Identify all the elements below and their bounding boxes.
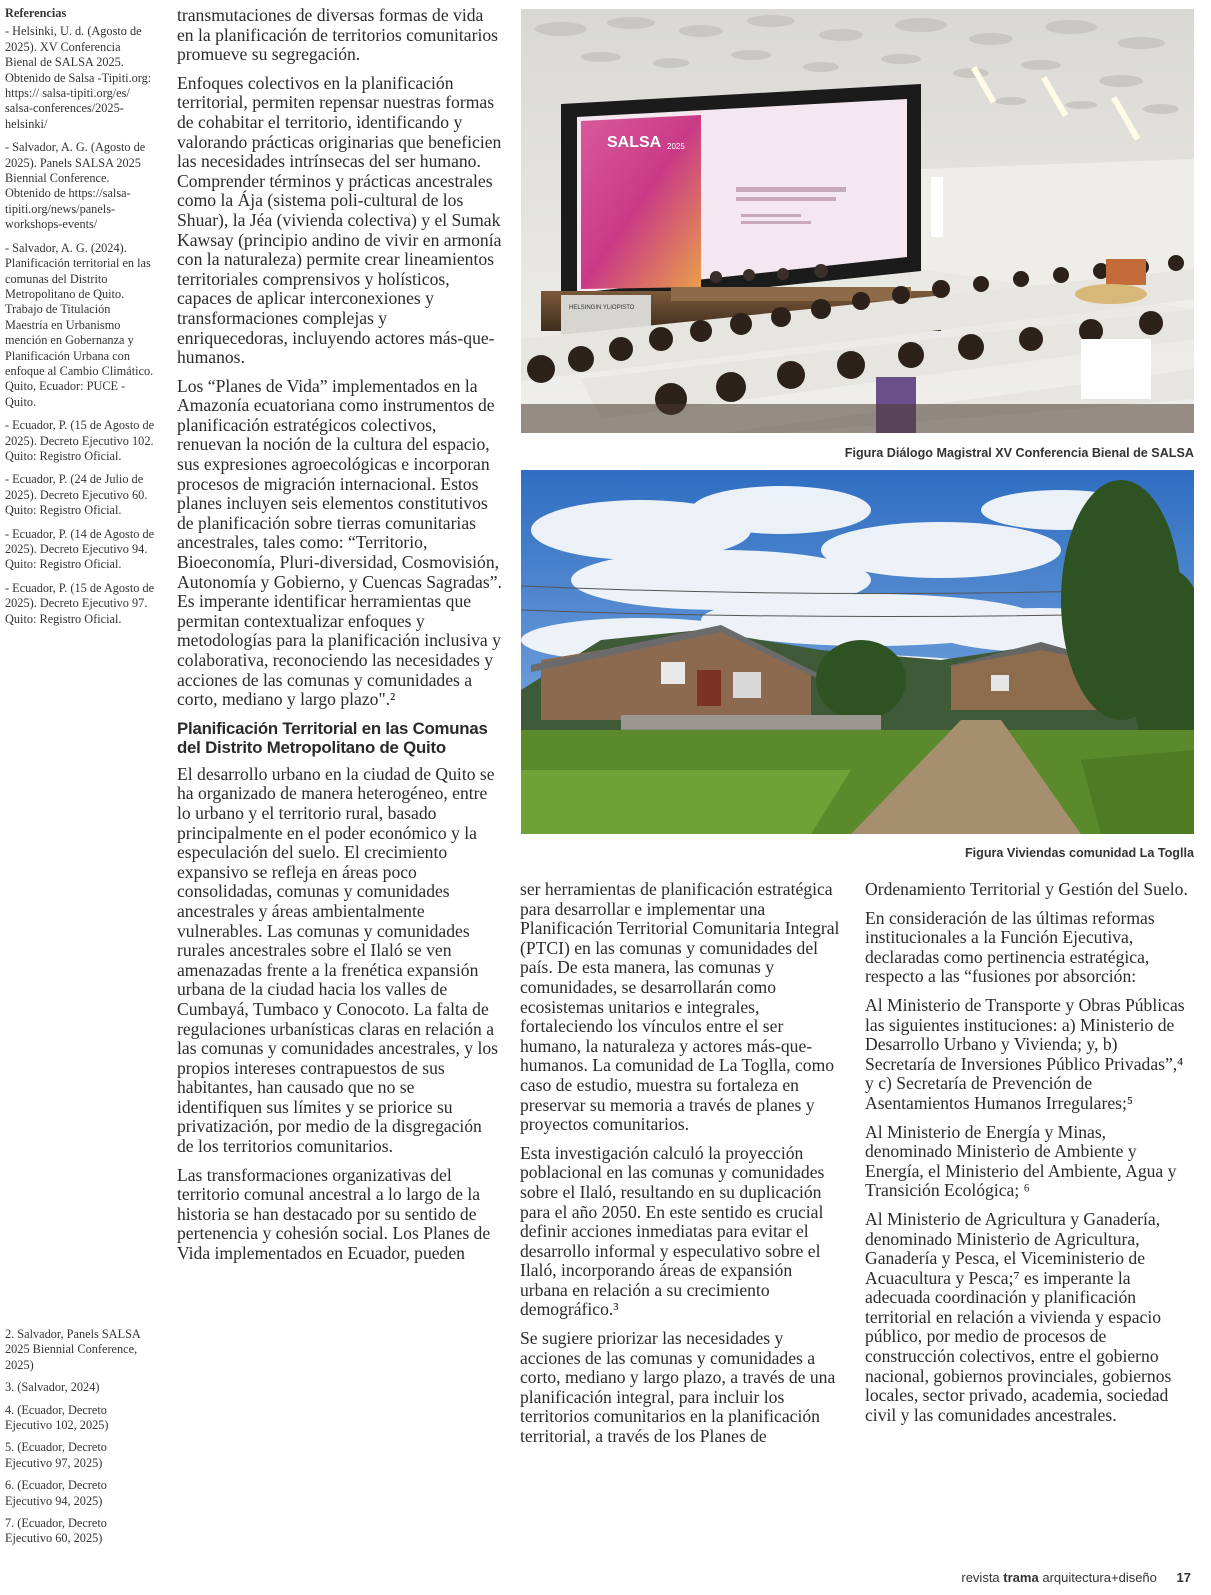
footnote: 6. (Ecuador, Decreto Ejecutivo 94, 2025) <box>5 1478 107 1508</box>
paragraph: Se sugiere priorizar las necesidades y acciones de las comunas y comunidades a corto, mediano y largo plazo, a través de una planificación integral, para incluir los territorios comunitarios en la planificación territorial, a través de los Planes de <box>520 1328 836 1447</box>
screen-title: SALSA <box>607 134 662 151</box>
magazine-name-suffix: arquitectura+diseño <box>1042 1570 1157 1585</box>
paragraph: Al Ministerio de Agricultura y Ganadería, denominado Ministerio de Agricultura, Ganadería y Pesca, el Viceministerio de Acuacultura y Pesca;⁷ es imperante la adecuada coordinación y planificación territorial en relación a vivienda y espacio público, por medio de procesos de construcción colectivos, entre el gobierno nacional, gobiernos provinciales, gobiernos locales, sector privado, academia, sociedad civil y las comunidades ancestrales. <box>865 1208 1172 1425</box>
paragraph: En consideración de las últimas reformas institucionales a la Función Ejecutiva, declaradas como pertinencia estratégica, respecto a las “fusiones por absorción: <box>865 907 1155 987</box>
photo-la-toglla-houses <box>521 470 1194 834</box>
footnote: 4. (Ecuador, Decreto Ejecutivo 102, 2025) <box>5 1402 109 1433</box>
article-column-3 <box>865 880 1190 1434</box>
footnote: 2. Salvador, Panels SALSA 2025 Biennial Conference, 2025) <box>5 1327 141 1372</box>
reference-item: - Ecuador, P. (15 de Agosto de 2025). Decreto Ejecutivo 97. Quito: Registro Oficial. <box>5 580 155 626</box>
reference-item: - Salvador, A. G. (Agosto de 2025). Panels SALSA 2025 Biennial Conference. Obtenido de https://salsa-tipiti.org/news/panels-workshops-events/ <box>5 140 146 232</box>
screen-year: 2025 <box>667 142 685 151</box>
reference-item: - Salvador, A. G. (2024). Planificación territorial en las comunas del Distrito Metropolitano de Quito. Trabajo de Titulación Maestría en Urbanismo mención en Gobernanza y Planificación Urbana con enfoque al Cambio Climático. Quito, Ecuador: PUCE - Quito. <box>5 240 154 409</box>
article-column-2 <box>520 880 840 1456</box>
figure-caption: Figura Viviendas comunidad La Toglla <box>964 846 1194 860</box>
footnote: 3. (Salvador, 2024) <box>5 1380 100 1395</box>
figure-caption: Figura Diálogo Magistral XV Conferencia Bienal de SALSA <box>844 446 1194 460</box>
paragraph: Los “Planes de Vida” implementados en la Amazonía ecuatoriana como instrumentos de planificación estratégicos colectivos, renuevan la noción de la cultura del espacio, sus expresiones agroecológicas e incorporan procesos de migración internacional. Estos planes incluyen seis elementos constitutivos de planificación sobre tierras comunitarias ancestrales, tales como: “Territorio, Bioeconomía, Pluri-diversidad, Cosmovisión, Autonomía y Gobierno, y Cuencas Sagradas”. Es imperante identificar herramientas que permitan contextualizar enfoques y metodologías para la planificación inclusiva y colaborativa, reconociendo las necesidades y acciones de las comunas y comunidades a corto, mediano y largo plazo".² <box>177 375 502 710</box>
references-title: Referencias <box>5 6 67 20</box>
reference-item: - Ecuador, P. (14 de Agosto de 2025). Decreto Ejecutivo 94. Quito: Registro Oficial. <box>5 526 155 572</box>
paragraph: Las transformaciones organizativas del territorio comunal ancestral a lo largo de la historia se han destacado por su sentido de pertenencia y cohesión social. Los Planes de Vida implementados en Ecuador, pueden <box>177 1164 491 1264</box>
footnotes-block <box>5 1327 155 1554</box>
footnote: 5. (Ecuador, Decreto Ejecutivo 97, 2025) <box>5 1440 107 1470</box>
photo-conference-auditorium <box>521 9 1194 433</box>
reference-item: - Helsinki, U. d. (Agosto de 2025). XV Conferencia Bienal de SALSA 2025. Obtenido de Salsa -Tipiti.org: https:// salsa-tipiti.org/es/ salsa-conferences/2025-helsinki/ <box>5 24 152 131</box>
paragraph: transmutaciones de diversas formas de vida en la planificación de territorios comunitarios promueve su segregación. <box>177 5 498 65</box>
footnote: 7. (Ecuador, Decreto Ejecutivo 60, 2025) <box>5 1516 107 1546</box>
paragraph: ser herramientas de planificación estratégica para desarrollar e implementar una Planificación Territorial Comunitaria Integral (PTCI) en las comunas y comunidades del país. De esta manera, las comunas y comunidades, se desarrollarán como ecosistemas unitarios e integrales, fortaleciendo los vínculos entre el ser humano, la naturaleza y actores más-que-humanos. La comunidad de La Toglla, como caso de estudio, muestra su fortaleza en preservar su memoria a través de planes y proyectos comunitarios. <box>520 879 840 1135</box>
page-number: 17 <box>1176 1570 1191 1585</box>
section-heading: Planificación Territorial en las Comunas del Distrito Metropolitano de Quito <box>177 718 488 757</box>
page-footer <box>961 1570 1191 1585</box>
references-block <box>5 6 155 635</box>
reference-item: - Ecuador, P. (15 de Agosto de 2025). Decreto Ejecutivo 102. Quito: Registro Oficial. <box>5 418 155 463</box>
article-column-1 <box>177 6 502 1273</box>
lectern-label: HELSINGIN YLIOPISTO <box>569 305 635 311</box>
paragraph: Ordenamiento Territorial y Gestión del Suelo. <box>865 879 1188 899</box>
paragraph: El desarrollo urbano en la ciudad de Quito se ha organizado de manera heterogéneo, entre lo urbano y el territorio rural, basado principalmente en el poder económico y la especulación del suelo. El crecimiento expansivo se refleja en áreas poco consolidadas, comunas y comunidades ancestrales y áreas ambientalmente vulnerables. Las comunas y comunidades rurales ancestrales sobre el Ilaló se ven amenazadas frente a la frenética expansión urbana de la ciudad hacia los valles de Cumbayá, Tumbaco y Conocoto. La falta de regulaciones urbanísticas claras en relación a las comunas y comunidades ancestrales, y los propios intereses contrapuestos de sus habitantes, han causado que no se identifiquen sus límites y se priorice su privatización, por medio de la disgregación de los territorios comunitarios. <box>177 763 499 1157</box>
magazine-name-prefix: revista <box>961 1570 1000 1585</box>
paragraph: Enfoques colectivos en la planificación territorial, permiten repensar nuestras formas de cohabitar el territorio, identificando y valorando prácticas originarias que beneficien las necesidades intrínsecas del ser humano. Comprender términos y prácticas ancestrales como la Ája (sistema poli-cultural de los Shuar), la Jéa (vivienda colectiva) y el Sumak Kawsay (principio andino de vivir en armonía con la naturaleza) permite crear lineamientos territoriales comprensivos y holísticos, capaces de aplicar interconexiones y transformaciones complejas y enriquecedoras, incluyendo actores más-que-humanos. <box>177 72 502 368</box>
paragraph: Al Ministerio de Transporte y Obras Públicas las siguientes instituciones: a) Ministerio de Desarrollo Urbano y Vivienda; y, b) Secretaría de Inversiones Público Privadas”,⁴ y c) Secretaría de Prevención de Asentamientos Humanos Irregulares;⁵ <box>865 994 1185 1113</box>
paragraph: Esta investigación calculó la proyección poblacional en las comunas y comunidades sobre el Ilaló, resultando en su duplicación para el año 2050. En este sentido es crucial definir acciones inmediatas para evitar el desarrollo informal y especulativo sobre el Ilaló, incorporando áreas de expansión urbana en relación a su crecimiento demográfico.³ <box>520 1142 825 1320</box>
magazine-name-bold: trama <box>1003 1570 1039 1585</box>
paragraph: Al Ministerio de Energía y Minas, denominado Ministerio de Ambiente y Energía, el Ministerio del Ambiente, Agua y Transición Ecológica; ⁶ <box>865 1121 1177 1201</box>
reference-item: - Ecuador, P. (24 de Julio de 2025). Decreto Ejecutivo 60. Quito: Registro Oficial. <box>5 472 148 518</box>
